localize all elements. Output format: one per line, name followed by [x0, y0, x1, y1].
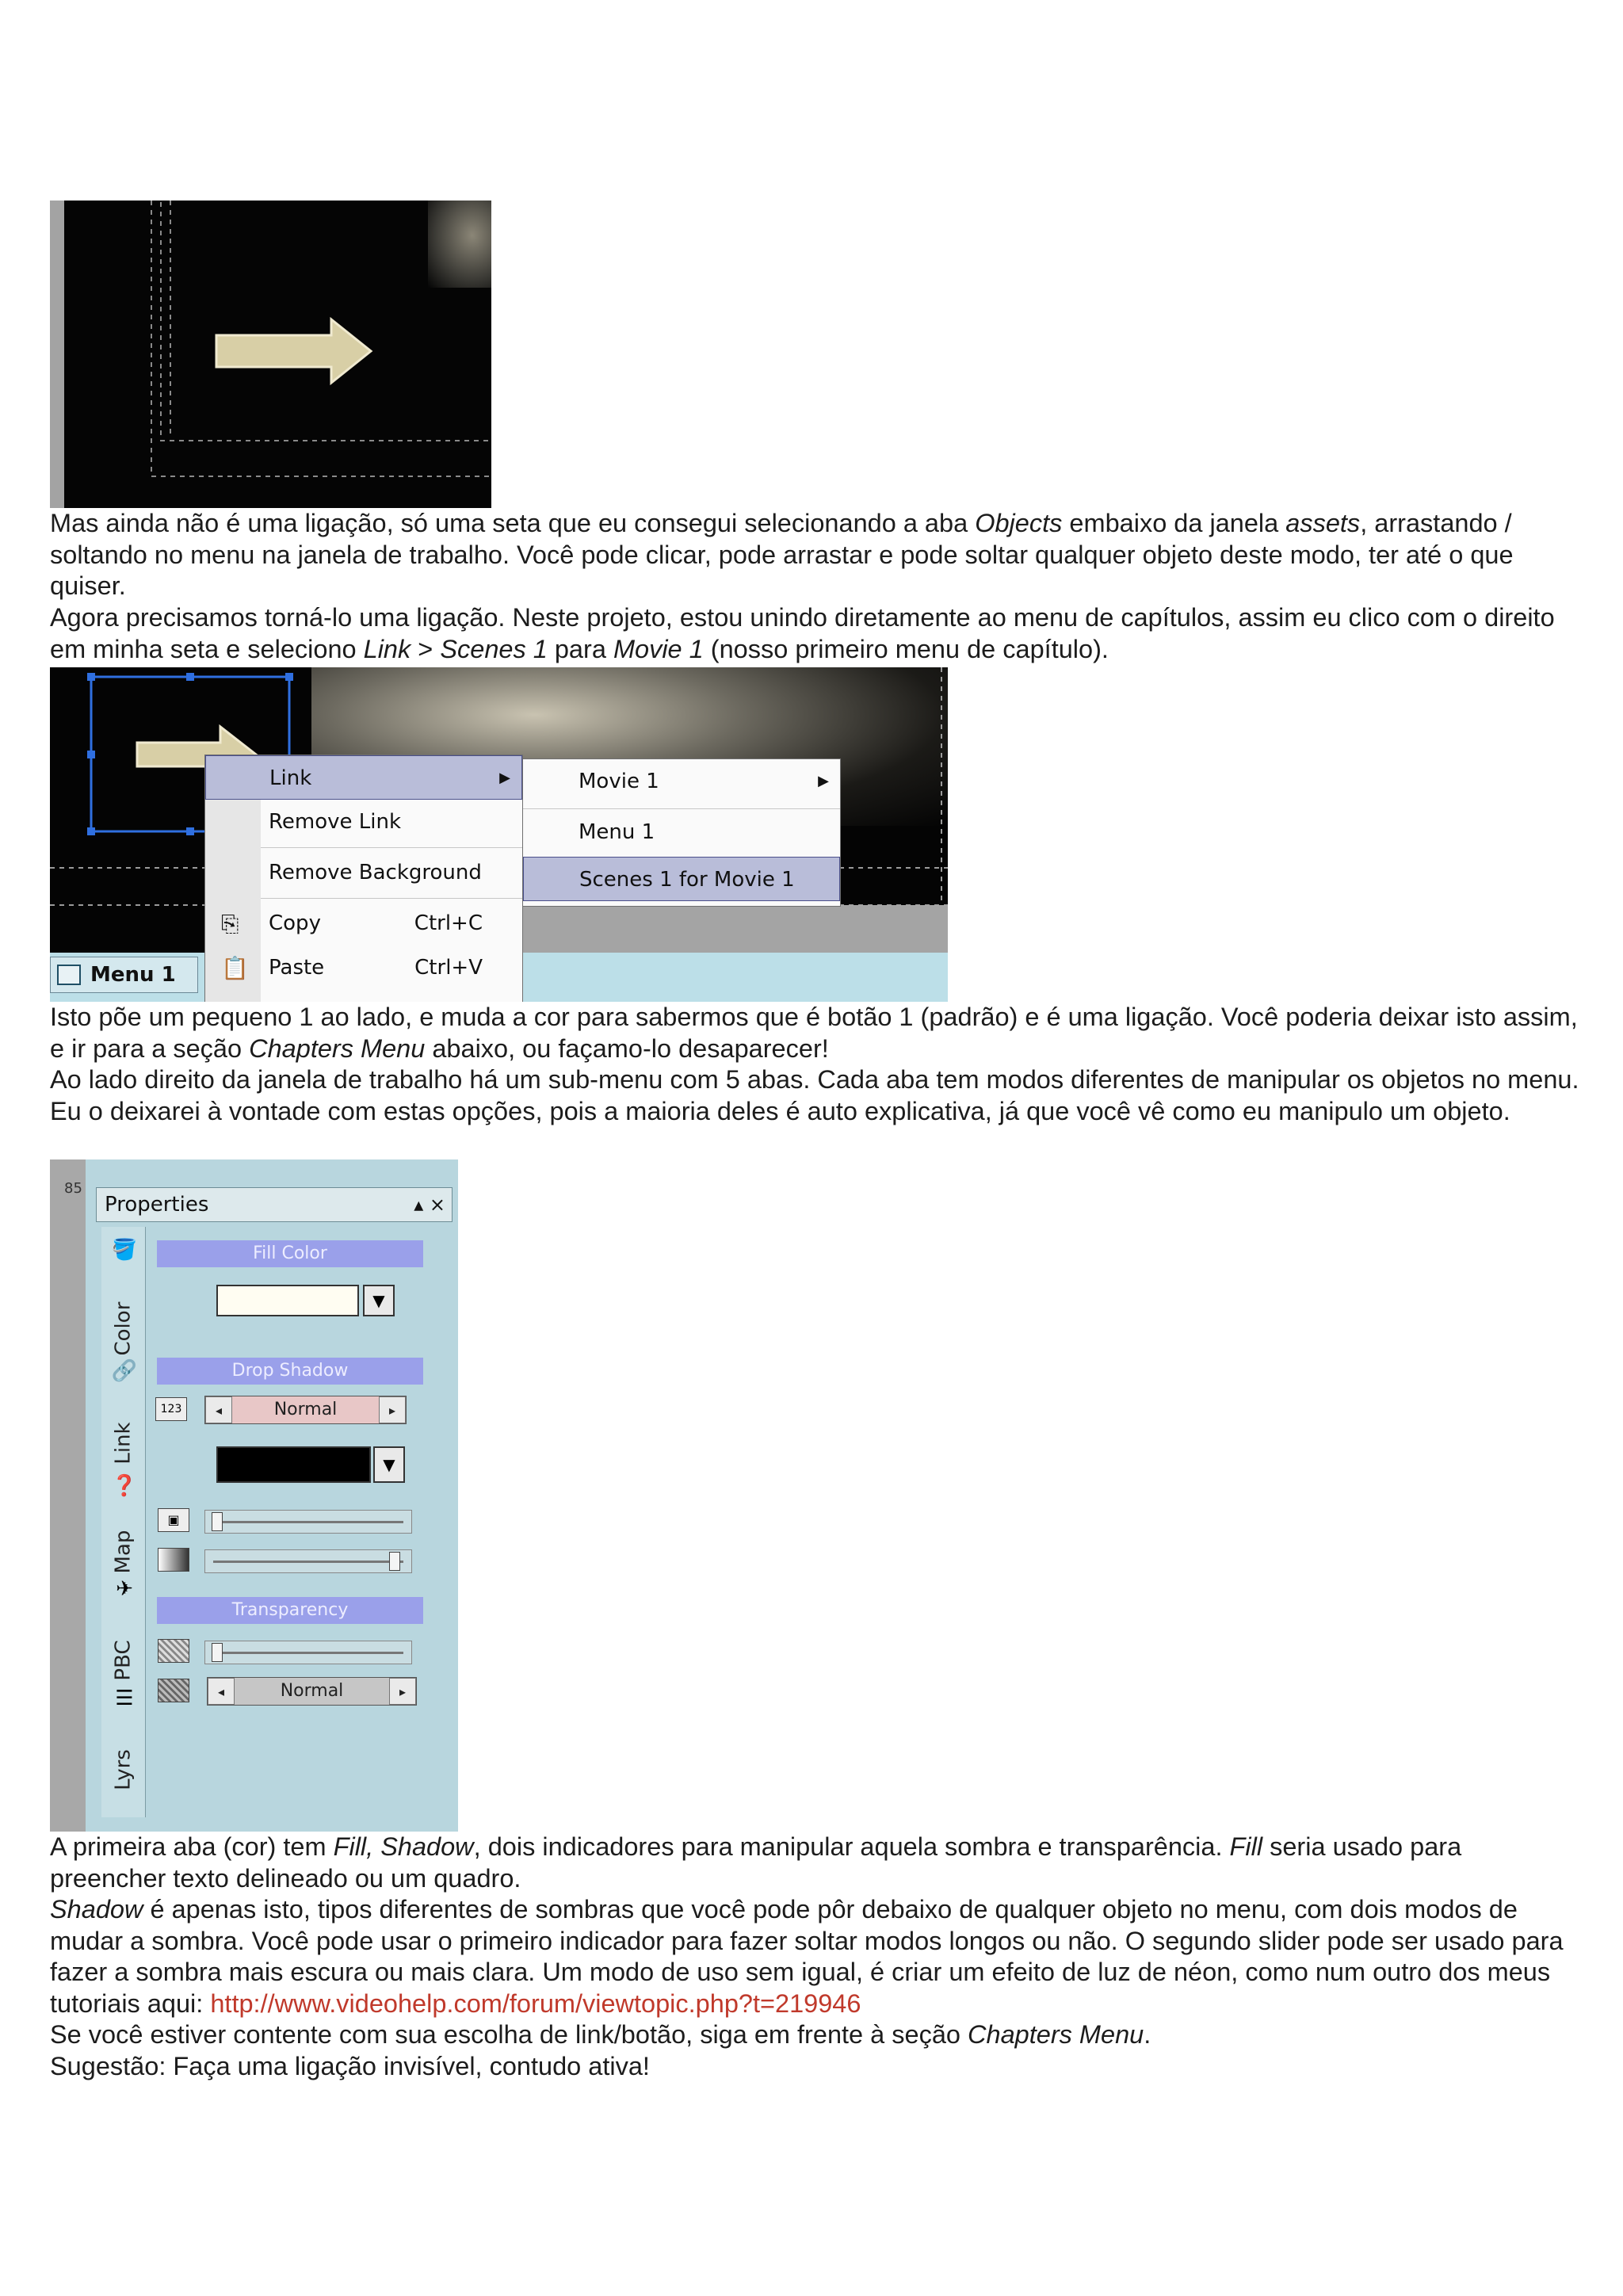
text-run: embaixo da janela [1062, 509, 1286, 537]
gray-band [522, 905, 948, 953]
ruler: 85 [50, 1159, 86, 1832]
paragraph-6 [50, 1894, 1579, 2019]
spinner-right-icon[interactable]: ▸ [389, 1678, 416, 1705]
fill-color-header: Fill Color [157, 1240, 423, 1267]
properties-titlebar [96, 1187, 453, 1222]
fill-color-swatch[interactable] [216, 1285, 359, 1316]
text-run: Movie 1 [613, 634, 704, 663]
text-run: Agora precisamos torná-lo uma ligação. Neste projeto, estou unindo diretamente ao menu de capítulos, assim eu clico com o direito em minha seta e seleciono [50, 603, 1555, 663]
paragraph-5 [50, 1832, 1579, 1894]
menu-item-link[interactable]: Link ▶ [205, 755, 522, 800]
figure-context-menu-screenshot [50, 667, 948, 1002]
paragraph-3 [50, 1002, 1579, 1064]
paragraph-1 [50, 508, 1579, 602]
paragraph-4 [50, 1064, 1579, 1127]
transparency-icon [158, 1639, 189, 1663]
menu-item-remove-link[interactable]: Remove Link [269, 810, 402, 834]
menu-icon [57, 965, 81, 985]
link-submenu [522, 758, 841, 907]
map-icon: ❓ [111, 1474, 138, 1498]
link-icon: 🔗 [111, 1359, 138, 1383]
text-run: Fill [1229, 1832, 1263, 1861]
text-run: seria usado para preencher texto delineado ou um quadro. [50, 1832, 1462, 1893]
menu-1-tab[interactable] [50, 957, 198, 993]
arrow-canvas [50, 201, 491, 508]
properties-tabs [101, 1227, 146, 1817]
menu-item-remove-background[interactable]: Remove Background [269, 861, 482, 884]
text-run: Shadow [50, 1895, 143, 1924]
guide-inner [161, 201, 491, 441]
text-run: Sugestão: Faça uma ligação invisível, contudo ativa! [50, 2052, 650, 2080]
slider-thumb[interactable] [389, 1552, 400, 1571]
shadow-number-icon: 123 [155, 1397, 187, 1421]
arrow-icon [216, 319, 371, 383]
tab-pbc[interactable]: PBC [111, 1640, 136, 1681]
pbc-icon: ✈ [116, 1577, 133, 1601]
tab-lyrs[interactable]: Lyrs [111, 1749, 136, 1790]
menu-item-paste[interactable]: Paste Ctrl+V [269, 956, 483, 980]
titlebar-buttons[interactable]: ▴ × [414, 1194, 445, 1216]
text-run: Objects [975, 509, 1063, 537]
copy-icon: ⎘ [221, 911, 239, 937]
tab-color[interactable]: Color [111, 1301, 136, 1356]
fill-color-dropdown[interactable]: ▼ [363, 1285, 395, 1316]
text-run: , dois indicadores para manipular aquela sombra e transparência. [473, 1832, 1230, 1861]
text-run: . [1144, 2020, 1151, 2049]
figure-arrow-screenshot [50, 201, 491, 508]
tab-map[interactable]: Map [111, 1530, 136, 1574]
context-menu [204, 755, 523, 1002]
transparency-mode-icon [158, 1679, 189, 1702]
paragraph-7 [50, 2019, 1579, 2051]
shadow-distance-icon: ▣ [158, 1508, 189, 1532]
tab-link[interactable]: Link [111, 1422, 136, 1465]
menu-item-copy[interactable]: Copy Ctrl+C [269, 911, 483, 935]
text-run: Chapters Menu [968, 2020, 1144, 2049]
transparency-mode-spinner[interactable]: ◂ Normal ▸ [207, 1677, 417, 1706]
drop-shadow-header: Drop Shadow [157, 1358, 423, 1385]
tutorial-link[interactable]: http://www.videohelp.com/forum/viewtopic.php?t=219946 [210, 1988, 861, 2018]
submenu-item-scenes-1[interactable]: Scenes 1 for Movie 1 [523, 857, 840, 901]
text-run: Chapters Menu [249, 1033, 426, 1063]
paste-icon: 📋 [221, 955, 249, 981]
shadow-color-swatch[interactable] [216, 1446, 371, 1483]
text-run: (nosso primeiro menu de capítulo). [703, 634, 1109, 663]
spinner-left-icon[interactable]: ◂ [208, 1678, 235, 1705]
text-run: Se você estiver contente com sua escolha de link/botão, siga em frente à seção [50, 2020, 968, 2049]
text-run: Link [363, 634, 411, 663]
figure-properties-panel [50, 1159, 458, 1832]
text-run: assets [1285, 509, 1361, 537]
transparency-slider[interactable] [204, 1641, 412, 1664]
shadow-darkness-icon [158, 1548, 189, 1572]
paragraph-2 [50, 602, 1579, 665]
text-run: Mas ainda não é uma ligação, só uma seta que eu consegui selecionando a aba [50, 509, 976, 537]
text-run: A primeira aba (cor) tem [50, 1832, 334, 1861]
text-run: Isto põe um pequeno 1 ao lado, e muda a cor para sabermos que é botão 1 (padrão) e é uma ligação. Você poderia deixar isto assim, e ir para a seção [50, 1003, 1578, 1063]
submenu-item-movie-1[interactable]: Movie 1 ▶ [523, 759, 840, 804]
submenu-arrow-icon: ▶ [499, 770, 510, 786]
shadow-mode-spinner[interactable]: ◂ Normal ▸ [204, 1396, 407, 1424]
slider-thumb[interactable] [212, 1643, 223, 1662]
text-run: Fill, Shadow [333, 1832, 474, 1861]
menu-1-tab-label: Menu 1 [90, 963, 176, 987]
text-run: para [547, 634, 613, 663]
spinner-left-icon[interactable]: ◂ [205, 1396, 232, 1423]
transparency-header: Transparency [157, 1597, 423, 1624]
layers-icon: ☰ [115, 1687, 134, 1710]
submenu-arrow-icon: ▶ [818, 773, 829, 789]
shadow-color-dropdown[interactable]: ▼ [373, 1446, 405, 1483]
paragraph-8 [50, 2051, 1579, 2083]
slider-thumb[interactable] [212, 1512, 223, 1531]
text-run: , arrastando / soltando no menu na janela de trabalho. Você pode clicar, pode arrastar e pode soltar qualquer objeto deste modo, ter até o que quiser. [50, 509, 1514, 600]
shadow-darkness-slider[interactable] [204, 1549, 412, 1573]
text-run: abaixo, ou façamo-lo desaparecer! [425, 1033, 829, 1063]
paint-bucket-icon: 🪣 [111, 1238, 138, 1262]
text-run: Ao lado direito da janela de trabalho há um sub-menu com 5 abas. Cada aba tem modos diferentes de manipular os objetos no menu. Eu o deixarei à vontade com estas opções, pois a maioria deles é auto explicativa, já que você vê como eu manipulo um objeto. [50, 1065, 1579, 1125]
text-run: > [411, 634, 441, 663]
properties-title: Properties [105, 1193, 209, 1217]
text-run: Scenes 1 [440, 634, 548, 663]
shadow-distance-slider[interactable] [204, 1510, 412, 1534]
spinner-right-icon[interactable]: ▸ [379, 1396, 406, 1423]
text-run: é apenas isto, tipos diferentes de sombras que você pode pôr debaixo de qualquer objeto no menu, com dois modos de mudar a sombra. Você pode usar o primeiro indicador para fazer soltar modos longos ou não. O segundo slider pode ser usado para fazer a sombra mais escura ou mais clara. Um modo de uso sem igual, é criar um efeito de luz de néon, como num outro dos meus tutoriais aqui: [50, 1895, 1564, 2018]
submenu-item-menu-1[interactable]: Menu 1 [579, 820, 655, 844]
